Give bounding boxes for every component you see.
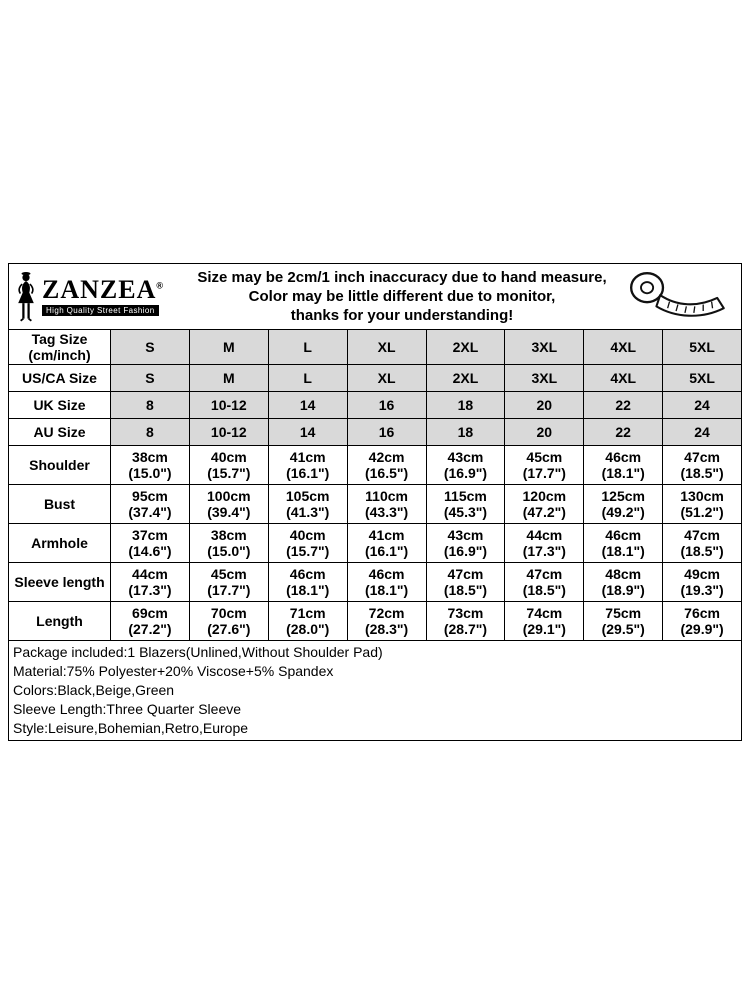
table-cell: 120cm (47.2") (505, 485, 584, 524)
table-cell: 95cm (37.4") (111, 485, 190, 524)
detail-line-colors: Colors:Black,Beige,Green (13, 682, 175, 698)
table-cell: 37cm (14.6") (111, 524, 190, 563)
table-cell: 110cm (43.3") (347, 485, 426, 524)
size-chart-table (8, 329, 742, 641)
table-cell: 44cm (17.3") (505, 524, 584, 563)
table-cell: 46cm (18.1") (584, 446, 663, 485)
detail-line-style: Style:Leisure,Bohemian,Retro,Europe (13, 720, 249, 736)
table-cell: 71cm (28.0") (268, 602, 347, 641)
detail-line-sleeve: Sleeve Length:Three Quarter Sleeve (13, 701, 242, 717)
table-cell: 5XL (663, 365, 742, 392)
table-cell: 47cm (18.5") (663, 446, 742, 485)
table-cell: 70cm (27.6") (189, 602, 268, 641)
table-cell: 41cm (16.1") (347, 524, 426, 563)
notice-line-2: Color may be little different due to monitor, (248, 288, 556, 305)
table-cell: 100cm (39.4") (189, 485, 268, 524)
size-chart-panel (8, 263, 742, 741)
table-cell: 16 (347, 392, 426, 419)
table-row (9, 563, 742, 602)
table-cell: 18 (426, 419, 505, 446)
table-cell: 75cm (29.5") (584, 602, 663, 641)
table-cell: 8 (111, 419, 190, 446)
table-cell: 20 (505, 419, 584, 446)
table-cell: 20 (505, 392, 584, 419)
product-details (8, 640, 742, 741)
table-cell: 46cm (18.1") (347, 563, 426, 602)
table-cell: 2XL (426, 330, 505, 365)
table-cell: 74cm (29.1") (505, 602, 584, 641)
brand-name: ZANZEA® (42, 275, 164, 304)
size-chart-body (9, 330, 742, 641)
table-cell: 24 (663, 419, 742, 446)
table-cell: 16 (347, 419, 426, 446)
table-cell: 8 (111, 392, 190, 419)
row-label: Armhole (9, 524, 111, 563)
table-cell: 73cm (28.7") (426, 602, 505, 641)
table-cell: 69cm (27.2") (111, 602, 190, 641)
table-cell: 22 (584, 392, 663, 419)
table-cell: 18 (426, 392, 505, 419)
row-label: UK Size (9, 392, 111, 419)
table-cell: 4XL (584, 365, 663, 392)
table-row (9, 392, 742, 419)
table-cell: 105cm (41.3") (268, 485, 347, 524)
woman-figure-icon (13, 269, 39, 325)
table-cell: 3XL (505, 365, 584, 392)
table-cell: 10-12 (189, 392, 268, 419)
table-cell: 4XL (584, 330, 663, 365)
table-cell: 24 (663, 392, 742, 419)
registered-mark: ® (156, 280, 164, 291)
table-cell: 125cm (49.2") (584, 485, 663, 524)
table-cell: 45cm (17.7") (189, 563, 268, 602)
table-row (9, 446, 742, 485)
row-label: Bust (9, 485, 111, 524)
table-row (9, 365, 742, 392)
row-label: Shoulder (9, 446, 111, 485)
table-cell: 48cm (18.9") (584, 563, 663, 602)
table-cell: 22 (584, 419, 663, 446)
table-cell: 38cm (15.0") (111, 446, 190, 485)
table-cell: 47cm (18.5") (663, 524, 742, 563)
row-label: Sleeve length (9, 563, 111, 602)
table-cell: 49cm (19.3") (663, 563, 742, 602)
tape-measure-icon (619, 268, 735, 326)
table-cell: 45cm (17.7") (505, 446, 584, 485)
table-row (9, 419, 742, 446)
table-cell: 40cm (15.7") (268, 524, 347, 563)
table-cell: XL (347, 330, 426, 365)
table-cell: L (268, 365, 347, 392)
table-cell: 5XL (663, 330, 742, 365)
brand-logo (13, 269, 185, 325)
table-cell: 47cm (18.5") (505, 563, 584, 602)
detail-line-material: Material:75% Polyester+20% Viscose+5% Spandex (13, 663, 334, 679)
table-cell: 46cm (18.1") (584, 524, 663, 563)
table-cell: 46cm (18.1") (268, 563, 347, 602)
table-cell: 2XL (426, 365, 505, 392)
table-cell: M (189, 365, 268, 392)
header-band (8, 263, 742, 330)
table-cell: 76cm (29.9") (663, 602, 742, 641)
table-cell: 38cm (15.0") (189, 524, 268, 563)
table-cell: 41cm (16.1") (268, 446, 347, 485)
table-cell: 10-12 (189, 419, 268, 446)
table-cell: XL (347, 365, 426, 392)
detail-line-package: Package included:1 Blazers(Unlined,Without Shoulder Pad) (13, 644, 383, 660)
table-cell: 14 (268, 392, 347, 419)
table-cell: 43cm (16.9") (426, 524, 505, 563)
brand-text (42, 277, 164, 316)
table-cell: 72cm (28.3") (347, 602, 426, 641)
table-row (9, 602, 742, 641)
table-row (9, 524, 742, 563)
table-cell: 43cm (16.9") (426, 446, 505, 485)
table-cell: L (268, 330, 347, 365)
table-cell: 40cm (15.7") (189, 446, 268, 485)
table-cell: S (111, 365, 190, 392)
row-label: AU Size (9, 419, 111, 446)
brand-tagline: High Quality Street Fashion (42, 305, 159, 316)
table-cell: 3XL (505, 330, 584, 365)
table-row (9, 485, 742, 524)
table-cell: M (189, 330, 268, 365)
table-cell: 14 (268, 419, 347, 446)
table-cell: S (111, 330, 190, 365)
table-cell: 130cm (51.2") (663, 485, 742, 524)
notice-line-3: thanks for your understanding! (290, 307, 514, 324)
row-label: Length (9, 602, 111, 641)
table-row (9, 330, 742, 365)
notice-line-1: Size may be 2cm/1 inch inaccuracy due to hand measure, (197, 269, 607, 286)
table-cell: 115cm (45.3") (426, 485, 505, 524)
row-label: US/CA Size (9, 365, 111, 392)
notice-text (185, 268, 619, 325)
row-label: Tag Size (cm/inch) (9, 330, 111, 365)
table-cell: 44cm (17.3") (111, 563, 190, 602)
table-cell: 47cm (18.5") (426, 563, 505, 602)
table-cell: 42cm (16.5") (347, 446, 426, 485)
